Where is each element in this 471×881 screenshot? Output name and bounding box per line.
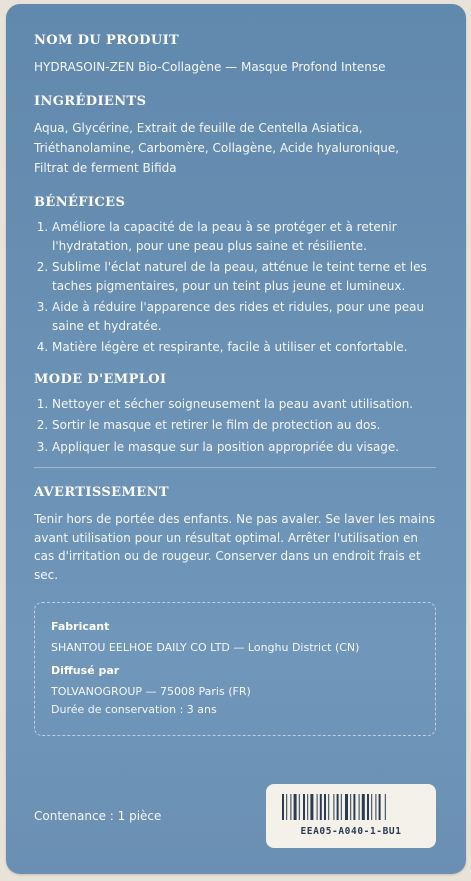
product-label-card xyxy=(6,4,466,874)
distributor-label: Diffusé par xyxy=(51,664,120,677)
list-item: 4. Matière légère et respirante, facile à utiliser et confortable. xyxy=(52,338,436,357)
usage-list xyxy=(34,395,436,457)
warning-text: Tenir hors de portée des enfants. Ne pas avaler. Se laver les mains avant utilisation pour un résultat optimal. Arrêter l'utilisation en cas d'irritation ou de rougeur. Conserver dans un endroit frais et sec. xyxy=(34,512,436,582)
ingredients-section xyxy=(34,93,436,178)
label-content xyxy=(34,32,436,736)
net-quantity: Contenance : 1 pièce xyxy=(34,809,162,823)
label-footer xyxy=(34,784,436,848)
benefits-list xyxy=(34,218,436,357)
manufacturer-info-box xyxy=(34,602,436,736)
manufacturer-info-content xyxy=(51,619,421,719)
list-item: 1. Améliore la capacité de la peau à se protéger et à retenir l'hydratation, pour une peau plus saine et résiliente. xyxy=(52,218,436,255)
barcode-icon xyxy=(282,794,420,820)
warning-heading: AVERTISSEMENT xyxy=(34,485,169,500)
list-item: 3. Appliquer le masque sur la position appropriée du visage. xyxy=(52,438,436,457)
ingredients-text: Aqua, Glycérine, Extrait de feuille de Centella Asiatica, Triéthanolamine, Carbomère, Collagène, Acide hyaluronique, Filtrat de ferment Bifida xyxy=(34,121,400,175)
list-item: 1. Nettoyer et sécher soigneusement la peau avant utilisation. xyxy=(52,395,436,414)
benefits-section xyxy=(34,194,436,357)
ingredients-heading: INGRÉDIENTS xyxy=(34,94,147,109)
product-name: HYDRASOIN-ZEN Bio-Collagène — Masque Profond Intense xyxy=(34,60,386,74)
barcode-box xyxy=(266,784,436,848)
benefits-heading: BÉNÉFICES xyxy=(34,195,126,210)
product-name-heading: NOM DU PRODUIT xyxy=(34,33,180,48)
list-item: 2. Sublime l'éclat naturel de la peau, atténue le teint terne et les taches pigmentaires, pour un teint plus jeune et lumineux. xyxy=(52,258,436,295)
usage-section xyxy=(34,371,436,457)
section-divider xyxy=(34,467,436,468)
usage-heading: MODE D'EMPLOI xyxy=(34,371,167,387)
warning-section xyxy=(34,484,436,584)
distributor-value: TOLVANOGROUP — 75008 Paris (FR) xyxy=(51,685,251,698)
list-item: 2. Sortir le masque et retirer le film de protection au dos. xyxy=(52,416,436,435)
barcode-text: EEA05-A040-1-BU1 xyxy=(300,826,402,837)
shelf-life: Durée de conservation : 3 ans xyxy=(51,703,217,716)
manufacturer-label: Fabricant xyxy=(51,620,110,633)
manufacturer-value: SHANTOU EELHOE DAILY CO LTD — Longhu District (CN) xyxy=(51,641,360,654)
list-item: 3. Aide à réduire l'apparence des rides et ridules, pour une peau saine et hydratée. xyxy=(52,298,436,335)
